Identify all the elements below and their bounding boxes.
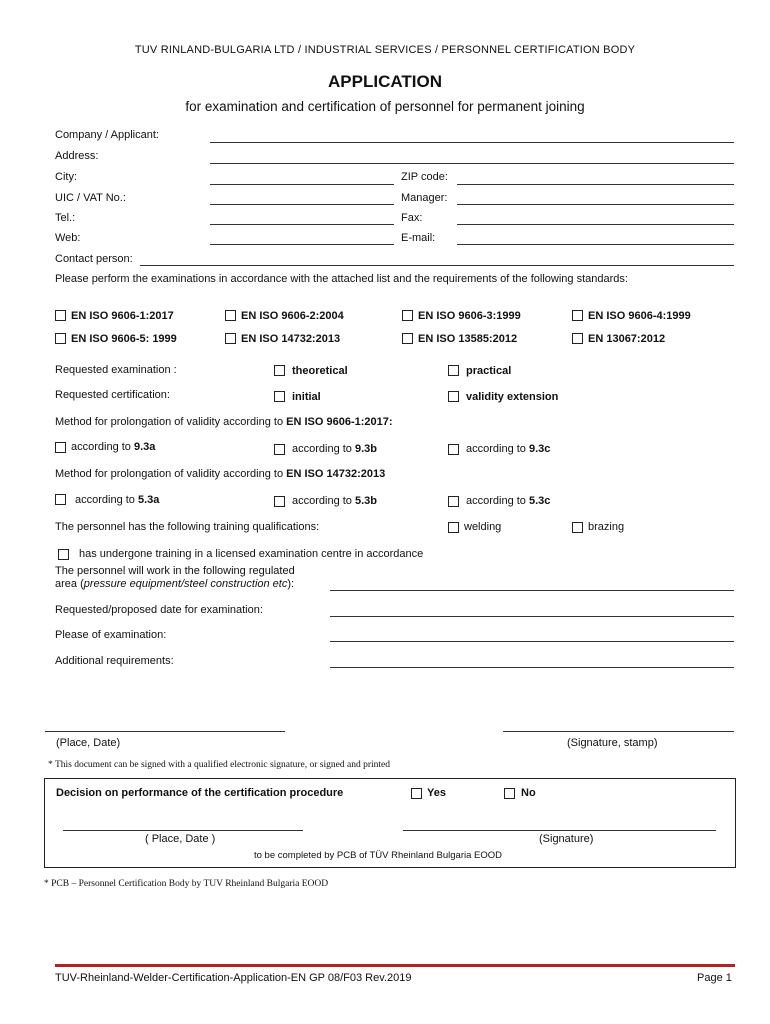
option-9-3b-ref: 9.3b	[354, 443, 377, 455]
standard-label-3: EN ISO 9606-3:1999	[418, 310, 521, 322]
validity-extension-label: validity extension	[466, 391, 559, 403]
brazing-label: brazing	[588, 521, 625, 533]
initial-label: initial	[292, 391, 321, 403]
practical-label: practical	[466, 365, 512, 377]
checkbox-standard-1[interactable]	[55, 310, 66, 321]
checkbox-validity-extension[interactable]	[448, 391, 459, 402]
address-label: Address:	[55, 150, 99, 162]
prolongation-14732-label	[55, 468, 385, 480]
uic-label: UIC / VAT No.:	[55, 192, 126, 204]
tel-label: Tel.:	[55, 212, 76, 224]
regulated-area-prefix: area (	[55, 578, 84, 590]
checkbox-standard-4[interactable]	[572, 310, 583, 321]
company-label: Company / Applicant:	[55, 129, 159, 141]
footer-page-number: Page 1	[697, 972, 732, 984]
standard-label-1: EN ISO 9606-1:2017	[71, 310, 174, 322]
regulated-area-example: pressure equipment/steel construction etc	[83, 578, 288, 590]
zip-field[interactable]	[457, 184, 734, 185]
option-9-3a	[71, 441, 155, 453]
checkbox-standard-5[interactable]	[55, 333, 66, 344]
checkbox-standard-6[interactable]	[225, 333, 236, 344]
place-date-line[interactable]	[45, 731, 285, 732]
standard-label-2: EN ISO 9606-2:2004	[241, 310, 344, 322]
checkbox-initial[interactable]	[274, 391, 285, 402]
option-5-3b-ref: 5.3b	[354, 495, 377, 507]
email-label: E-mail:	[401, 232, 436, 244]
header-company-line: TUV RINLAND-BULGARIA LTD / INDUSTRIAL SERVICES / PERSONNEL CERTIFICATION BODY	[134, 44, 636, 56]
checkbox-decision-yes[interactable]	[411, 788, 422, 799]
checkbox-5-3b[interactable]	[274, 496, 285, 507]
checkbox-standard-3[interactable]	[402, 310, 413, 321]
standard-label-6: EN ISO 14732:2013	[241, 333, 341, 345]
standards-intro: Please perform the examinations in accordance with the attached list and the requirements of the following standards:	[55, 273, 628, 285]
option-9-3b-prefix: according to	[292, 443, 355, 455]
exam-date-field[interactable]	[330, 616, 734, 617]
checkbox-standard-2[interactable]	[225, 310, 236, 321]
exam-place-label: Please of examination:	[55, 629, 167, 641]
option-5-3a-prefix: according to	[75, 494, 138, 506]
requested-cert-label: Requested certification:	[55, 389, 170, 401]
web-label: Web:	[55, 232, 81, 244]
footer-document-id: TUV-Rheinland-Welder-Certification-Application-EN GP 08/F03 Rev.2019	[55, 972, 412, 984]
checkbox-practical[interactable]	[448, 365, 459, 376]
prolongation-9606-prefix: Method for prolongation of validity according to	[55, 416, 287, 428]
manager-field[interactable]	[457, 204, 734, 205]
decision-no-label: No	[521, 787, 536, 799]
decision-place-date-caption: ( Place, Date )	[145, 833, 216, 845]
theoretical-label: theoretical	[292, 365, 348, 377]
standard-label-8: EN 13067:2012	[588, 333, 666, 345]
prolongation-9606-label	[55, 416, 393, 428]
checkbox-standard-8[interactable]	[572, 333, 583, 344]
licensed-training-label: has undergone training in a licensed examination centre in accordance	[79, 548, 424, 560]
city-label: City:	[55, 171, 77, 183]
decision-yes-label: Yes	[427, 787, 446, 799]
place-date-caption: (Place, Date)	[56, 737, 121, 749]
exam-place-field[interactable]	[330, 641, 734, 642]
completed-by-pcb: to be completed by PCB of TÜV Rheinland Bulgaria EOOD	[254, 850, 503, 861]
checkbox-5-3c[interactable]	[448, 496, 459, 507]
fax-field[interactable]	[457, 224, 734, 225]
checkbox-theoretical[interactable]	[274, 365, 285, 376]
additional-requirements-field[interactable]	[330, 667, 734, 668]
page-subtitle: for examination and certification of personnel for permanent joining	[185, 99, 585, 114]
prolongation-14732-standard: EN ISO 14732:2013	[286, 468, 386, 480]
welding-label: welding	[464, 521, 502, 533]
requested-exam-label: Requested examination :	[55, 364, 177, 376]
option-5-3c-ref: 5.3c	[528, 495, 551, 507]
signature-stamp-line[interactable]	[503, 731, 734, 732]
footer-rule	[55, 964, 735, 967]
signature-stamp-caption: (Signature, stamp)	[567, 737, 658, 749]
option-5-3c	[466, 495, 550, 507]
standard-label-5: EN ISO 9606-5: 1999	[71, 333, 177, 345]
option-9-3a-ref: 9.3a	[133, 441, 156, 453]
checkbox-5-3a[interactable]	[55, 494, 66, 505]
checkbox-licensed-training[interactable]	[58, 549, 69, 560]
exam-date-label: Requested/proposed date for examination:	[55, 604, 263, 616]
regulated-area-field[interactable]	[330, 590, 734, 591]
checkbox-welding[interactable]	[448, 522, 459, 533]
tel-field[interactable]	[210, 224, 394, 225]
standard-label-7: EN ISO 13585:2012	[418, 333, 518, 345]
option-9-3c-prefix: according to	[466, 443, 529, 455]
address-field[interactable]	[210, 163, 734, 164]
pcb-footnote: * PCB – Personnel Certification Body by TUV Rheinland Bulgaria EOOD	[44, 879, 329, 889]
contact-field[interactable]	[140, 265, 734, 266]
option-9-3c-ref: 9.3c	[528, 443, 551, 455]
training-label: The personnel has the following training qualifications:	[55, 521, 320, 533]
option-5-3c-prefix: according to	[466, 495, 529, 507]
regulated-area-label-line2	[55, 578, 294, 590]
prolongation-9606-standard: EN ISO 9606-1:2017:	[286, 416, 393, 428]
option-9-3a-prefix: according to	[71, 441, 134, 453]
checkbox-standard-7[interactable]	[402, 333, 413, 344]
option-5-3a-ref: 5.3a	[137, 494, 160, 506]
option-9-3b	[292, 443, 377, 455]
regulated-area-label-line1: The personnel will work in the following regulated	[55, 565, 295, 577]
option-5-3a	[75, 494, 159, 506]
email-field[interactable]	[457, 244, 734, 245]
decision-title: Decision on performance of the certification procedure	[56, 787, 344, 799]
contact-label: Contact person:	[55, 253, 133, 265]
checkbox-9-3a[interactable]	[55, 442, 66, 453]
checkbox-9-3b[interactable]	[274, 444, 285, 455]
electronic-signature-note: * This document can be signed with a qualified electronic signature, or signed and printed	[48, 760, 390, 770]
uic-field[interactable]	[210, 204, 394, 205]
manager-label: Manager:	[401, 192, 448, 204]
company-field[interactable]	[210, 142, 734, 143]
fax-label: Fax:	[401, 212, 423, 224]
checkbox-9-3c[interactable]	[448, 444, 459, 455]
city-field[interactable]	[210, 184, 394, 185]
decision-place-date-line[interactable]	[63, 830, 303, 831]
prolongation-14732-prefix: Method for prolongation of validity according to	[55, 468, 287, 480]
additional-requirements-label: Additional requirements:	[55, 655, 174, 667]
regulated-area-suffix: ):	[287, 578, 295, 590]
checkbox-brazing[interactable]	[572, 522, 583, 533]
zip-label: ZIP code:	[401, 171, 448, 183]
option-9-3c	[466, 443, 550, 455]
standard-label-4: EN ISO 9606-4:1999	[588, 310, 691, 322]
checkbox-decision-no[interactable]	[504, 788, 515, 799]
web-field[interactable]	[210, 244, 394, 245]
decision-signature-line[interactable]	[403, 830, 716, 831]
option-5-3b	[292, 495, 377, 507]
option-5-3b-prefix: according to	[292, 495, 355, 507]
page-title: APPLICATION	[328, 72, 442, 91]
decision-signature-caption: (Signature)	[539, 833, 594, 845]
